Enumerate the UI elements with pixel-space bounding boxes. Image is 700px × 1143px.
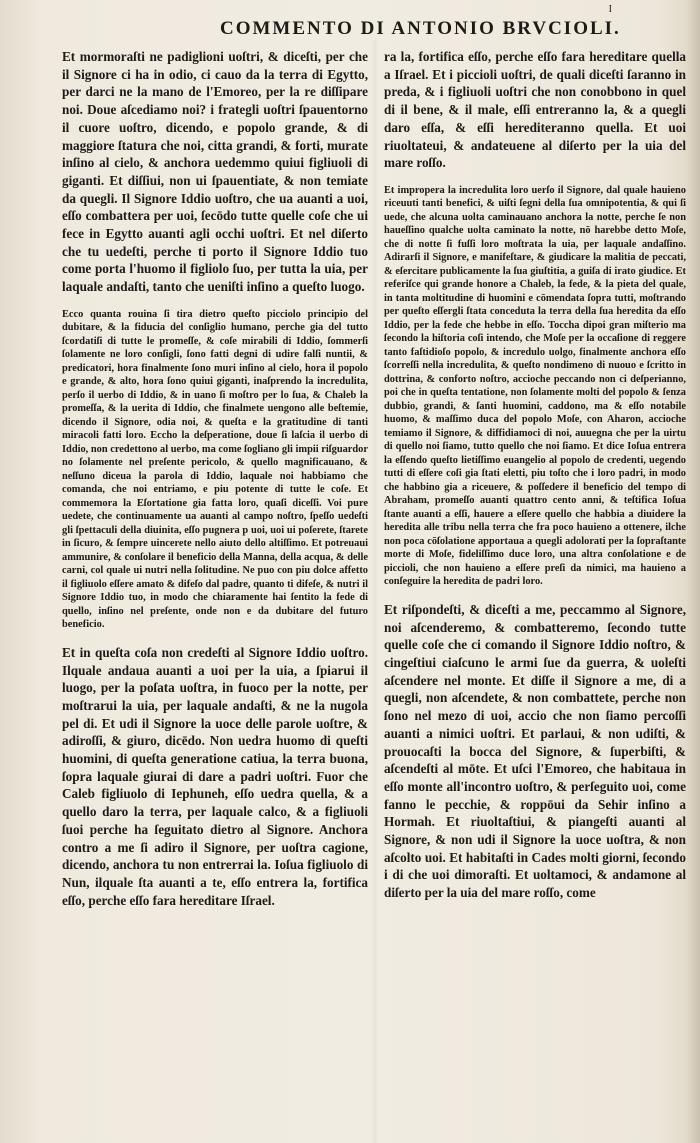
- folio-mark: I: [608, 4, 612, 15]
- left-column: [62, 48, 368, 1133]
- right-column: [384, 48, 686, 1133]
- running-title: COMMENTO DI ANTONIO BRVCIOLI.: [220, 18, 621, 39]
- right-paragraph-commentary: Et impropera la incredulita loro uerſo il Signore, dal quale hauieno riceuuti tanti benefici, & uiſti ſegni della ſua omnipotentia, & qui ſi uede, che alcuna uolta caminauano anchora la notte, perche ſe non haueſſino qualche uolta caminato la notte, nō harebbe detto Moſe, che di notte ſi fuſſi loro moſtrata la uia, per laquale andaſſino. Adirarſi il Signore, e manifeſtare, & giudicare la malitia de peccati, & eſercitare publicamente la ſua giuſtitia, a guiſa di irato giudice. Et referiſce qui grande honore a Chaleb, la fede, & la pieta del quale, in tanta moltitudine di huomini e cōmendata ſopra tutti, moſtrando per queſto eſſergli ſtata conceduta la terra della ſua heredita da eſſo Iddio, per la fede che hebbe in eſſo. Toccha dipoi gran miſterio ma ſecondo la hiſtoria coſi intendo, che Moſe per la occaſione di reggere tanto faſtidioſo popolo, & incredulo uolgo, finalmente anchora eſſo ſcorreſſi nella incredulita, & queſto nondimeno di nuouo e ſcritto in dottrina, & conforto noſtro, accioche peccando non ci deſperianno, poi che in queſta tentatione, non ſolamente molti del popolo & ſenza dubbio, grandi, & ſanti huomini, caddono, ma & eſſo notabile huomo, & maſſimo duca del popolo Moſe, con Aharon, accioche temiamo il Signore, & diffidiamoci di noi, auuegna che per la uirtu di quello noi ſiamo, tutto quello che noi ſiamo. Et dice Ioſua entrera la eſſendo queſto lietiſſimo euangelio al popolo de credenti, uegendo tutti di eſſere coſi gia ſtati eletti, piu toſto che i loro padri, in modo che habbino gia a riceuere, & poſſedere il beneficio del tempo di Abraham, promeſſo auanti quattro cento anni, & teſtifica Ioſua ſtante auanti a eſſi, hauere a eſſere quello che habbia a diuidere la heredita alle tribu nella terra che fra poco hauieno a ottenere, ilche non poca cōſolatione apportaua a quegli adolorati per la ſopraſtante morte di Moſe, fideliſſimo duce loro, una altra conſolatione e de piccioli, che non hauieno a eſſere preſi da nimici, ma hauieno a conſeguire la heredita de padri loro.: [384, 184, 686, 588]
- left-paragraph-scripture-2: Et in queſta coſa non credeſti al Signore Iddio uoſtro. Ilquale andaua auanti a uoi per la uia, a ſpiarui il luogo, per la poſata uoſtra, in fuoco per la notte, per moſtrarui la uia, per laquale andaſti, & ne la nugola pel di. Et udi il Signore la uoce delle parole uoſtre, & adiroſſi, & giuro, dicēdo. Non uedra huomo di queſti huomini, di queſta generatione catiua, la terra buona, ſopra laquale giurai di dare a padri uoſtri. Fuor che Caleb figliuolo di Iephuneh, eſſo uedra quella, & a quello daro la terra, per laquale calco, & a figliuoli ſuoi perche ha ſeguitato dietro al Signore. Anchora contro a me ſi adiro il Signore, per uoſtra cagione, dicendo, anchora tu non entrerrai la. Ioſua figliuolo di Nun, ilquale ſta auanti a te, eſſo entrera la, fortifica eſſo, perche eſſo fara hereditare Iſrael.: [62, 644, 368, 908]
- page-edge-shadow: [686, 0, 700, 1143]
- left-paragraph-scripture-1: Et mormoraſti ne padiglioni uoſtri, & diceſti, per che il Signore ci ha in odio, ci cauo da la terra di Egytto, per darci ne la mano de l'Emoreo, per la re diſſipare noi. Doue aſcediamo noi? i frategli uoſtri ſpauentorno il cuore uoſtro, dicendo, e popolo grande, & di maggiore ſtatura che noi, citta grandi, & forti, murate inſino al cielo, & anchora uedemmo quiui figliuoli di giganti. Et diſſiui, non ui ſpauentiate, & non temiate da quegli. Il Signore Iddio uoſtro, che ua auanti a uoi, eſſo combattera per uoi, ſecōdo tutte quelle coſe che ui fece in Egytto auanti agli occhi uoſtri. Et nel diſerto che tu uedeſti, perche ti porto il Signore Iddio tuo come porta l'huomo il figliolo ſuo, per tutta la uia, per laquale andaſti, tanto che ueniſti inſino a queſto luogo.: [62, 49, 368, 295]
- page-header: [0, 4, 700, 44]
- right-paragraph-scripture-2: Et riſpondeſti, & diceſti a me, peccammo al Signore, noi aſcenderemo, & combatteremo, ſecondo tutte quelle coſe che ci comando il Signore Iddio noſtro, & cingeſtiui ciaſcuno le armi ſue da guerra, & uoleſti aſcendere nel monte. Et diſſe il Signore a me, di a quegli, non aſcendete, & non combattete, perche non ſono nel mezo di uoi, accio che non ſiamo percoſſi auanti a nimici uoſtri. Et parlaui, & non udiſti, & prouocaſti la bocca del Signore, & ſuperbiſti, & aſcendeſti al mōte. Et uſci l'Emoreo, che habitaua in eſſo monte all'incontro uoſtro, & perſeguito uoi, come fanno le pecchie, & roppōui da Sehir inſino a Hormah. Et riuoltaſtiui, & piangeſti auanti al Signore, & non udi il Signore la uoce uoſtra, & non aſcolto uoi. Et habitaſti in Cades molti giorni, ſecondo i di che uoi dimoraſti. Et uoltamoci, & andamone al diſerto per la uia del mare roſſo, come: [384, 601, 686, 901]
- left-paragraph-commentary: Ecco quanta rouina ſi tira dietro queſto picciolo principio del dubitare, & la fiducia del conſiglio humano, perche gia del tutto ſcordatiſi di tutte le promeſſe, & coſe mirabili di Iddio, ſommerſi ſolamente ne loro conſigli, ſono fatti degni di udire falſi nuntii, & predicatori, hora finalmente ſono muri inſino al cielo, hora il popolo e grande, & alto, hora ſono quiui giganti, inaſprendo la incredulita, perſo il uerbo di Iddio, & in uano ſi moſtro per lo ſua, & Chaleb la promeſſa, & la uerita di Iddio, che finalmete uengono alle beſtemie, dicendo il Signore, odia noi, & queſta e la gratitudine di tanti miracoli fatti loro. Eccho la deſperatione, doue ſi laſcia il uerbo di Iddio, non credettono al uerbo, ma come ſogliano gli impii riſguardor no ſolamente nel preſente pericolo, & quello magnificauano, & neſſuno diceua la parola di Iddio, laquale noi habbiamo che comanda, che noi entriamo, e piu potente di tutte le coſe. Et commemora la Eſortatione gia fatta loro, quaſi diceſſi. Voi pure uedete, che continuamente ua auanti al campo noſtro, ſpeſſo uedeſti gli ſpettaculi della diuinita, eſſo pugnera p uoi, uoi ui poſerete, ſtarete in ſicuro, & ſempre uincerete nello aiuto dello altiſſimo. Et potreuaui ammunire, & conſolare il beneficio della Manna, della acqua, & delle carni, col quale ui nutri nella ſolitudine. Ne puo con piu dolce affetto il figliuolo eſſere amato & difeſo dal padre, quanto ti difeſe, & nutri il Signore Iddio tuo, in modo che chiaramente hai ſentito la fede di quello, inſino nel preſente, onde non e da dubitare del futuro beneficio.: [62, 308, 368, 631]
- right-paragraph-scripture-1: ra la, fortifica eſſo, perche eſſo fara hereditare quella a Iſrael. Et i piccioli uoſtri, de quali diceſti ſaranno in preda, & i figliuoli uoſtri che non conobbono in quel di il bene, & il male, eſſi entreranno la, & a quegli daro eſſa, & eſſi herediteranno quella. Et uoi riuoltateui, & andateuene al diſerto per la uia del mare roſſo.: [384, 49, 686, 171]
- column-gutter: [372, 40, 378, 1143]
